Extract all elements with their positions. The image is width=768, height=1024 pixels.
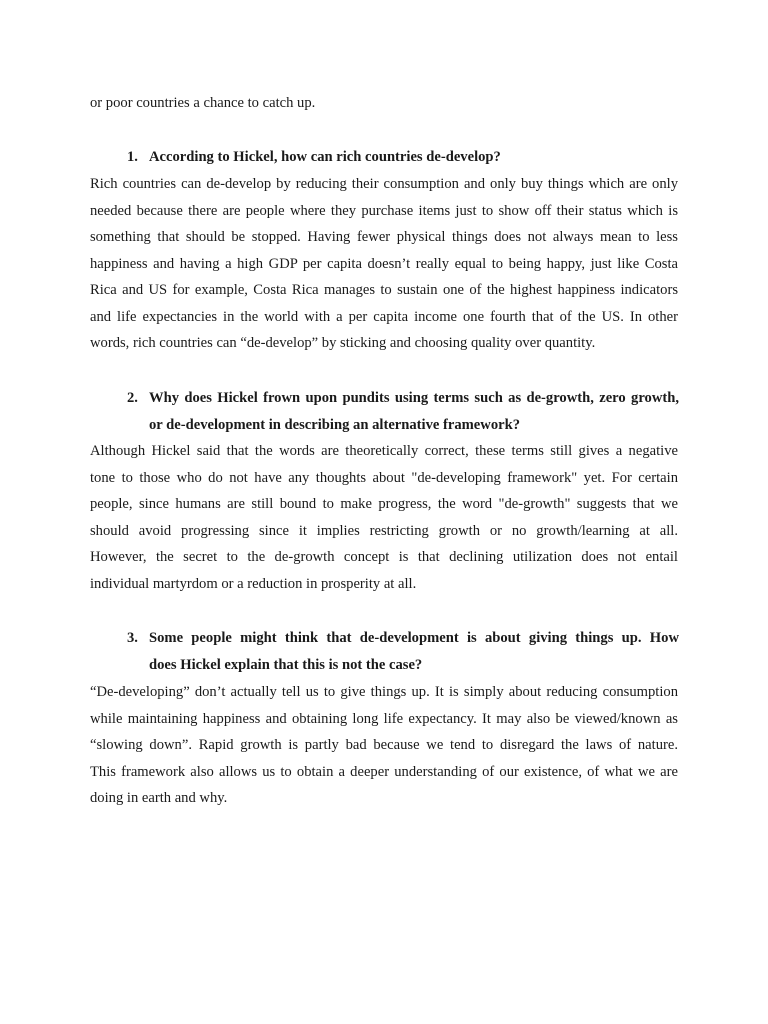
paragraph-line: However, the secret to the de-growth concept is that declining utilization does not entail <box>90 549 678 565</box>
paragraph-line: words, rich countries can “de-develop” by sticking and choosing quality over quantity. <box>90 335 596 351</box>
paragraph-line: and life expectancies in the world with a per capita income one fourth that of the US. In other <box>90 308 678 325</box>
paragraph-line: tone to those who do not have any thoughts about "de-developing framework" yet. For certain <box>90 469 678 486</box>
answer-3-paragraph <box>90 679 678 812</box>
paragraph-line: something that should be stopped. Having fewer physical things does not always mean to less <box>90 229 678 245</box>
paragraph-line: individual martyrdom or a reduction in prosperity at all. <box>90 575 417 592</box>
paragraph-line: happiness and having a high GDP per capita doesn’t really equal to being happy, just like Costa <box>90 255 678 272</box>
paragraph-line: This framework also allows us to obtain a deeper understanding of our existence, of what we are <box>90 763 678 780</box>
paragraph-line: Although Hickel said that the words are theoretically correct, these terms still gives a negative <box>90 443 678 459</box>
paragraph-line: needed because there are people where they purchase items just to show off their status which is <box>90 202 678 219</box>
paragraph-line: Rich countries can de-develop by reducing their consumption and only buy things which are only <box>90 176 678 192</box>
paragraph-line: doing in earth and why. <box>90 790 228 806</box>
question-number: 1. <box>127 149 138 165</box>
question-line: Some people might think that de-development is about giving things up. How <box>149 630 679 646</box>
question-line: or de-development in describing an alternative framework? <box>149 416 521 433</box>
question-text <box>149 144 679 171</box>
paragraph-line: “De-developing” don’t actually tell us to give things up. It is simply about reducing consumption <box>90 684 678 700</box>
paragraph-line: “slowing down”. Rapid growth is partly bad because we tend to disregard the laws of nature. <box>90 737 678 753</box>
question-line: does Hickel explain that this is not the case? <box>149 656 423 673</box>
answer-2-paragraph <box>90 438 678 597</box>
question-text <box>149 385 679 438</box>
paragraph-line: while maintaining happiness and obtaining long life expectancy. It may also be viewed/known as <box>90 710 678 727</box>
paragraph-line: people, since humans are still bound to make progress, the word "de-growth" suggests that we <box>90 496 678 512</box>
question-line: According to Hickel, how can rich countries de-develop? <box>149 149 501 165</box>
question-number: 3. <box>127 630 138 646</box>
question-line: Why does Hickel frown upon pundits using terms such as de-growth, zero growth, <box>149 390 679 406</box>
paragraph-line: Rica and US for example, Costa Rica manages to sustain one of the highest happiness indicators <box>90 282 678 298</box>
answer-1-paragraph <box>90 171 678 357</box>
question-number: 2. <box>127 390 138 406</box>
paragraph-line: should avoid progressing since it implies restricting growth or no growth/learning at all. <box>90 522 678 539</box>
question-text <box>149 625 679 678</box>
intro-paragraph <box>90 90 678 117</box>
paragraph-line: or poor countries a chance to catch up. <box>90 95 316 111</box>
